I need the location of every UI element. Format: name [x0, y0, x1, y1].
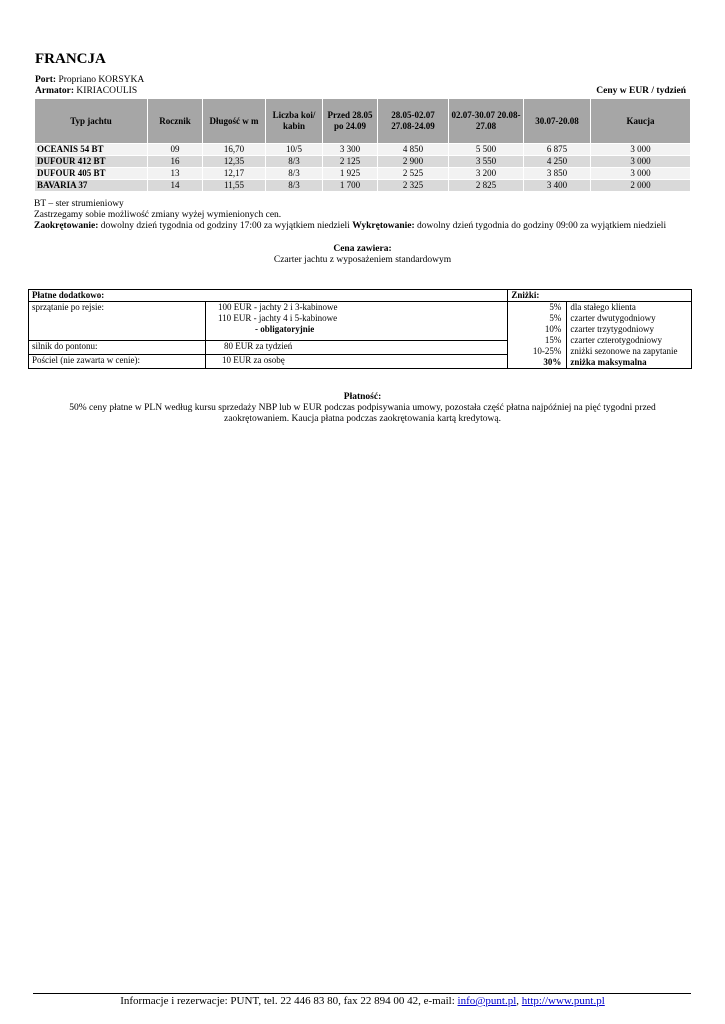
extras-table [28, 289, 692, 369]
reserve-note: Zastrzegamy sobie możliwość zmiany wyżej wymienionych cen. [34, 210, 282, 220]
includes-text: Czarter jachtu z wyposażeniem standardowym [273, 255, 452, 265]
table-cell: 3 850 [524, 168, 591, 180]
col-header: 30.07-20.08 [524, 99, 591, 144]
discount-pct: 10-25% [532, 346, 562, 356]
table-cell: 8/3 [266, 180, 323, 192]
table-cell: 2 125 [323, 156, 378, 168]
table-cell: 1 925 [323, 168, 378, 180]
table-cell: 10/5 [266, 144, 323, 156]
table-cell: 3 550 [449, 156, 524, 168]
col-header: 28.05-02.07 27.08-24.09 [378, 99, 449, 144]
discount-pct: 5% [549, 313, 562, 323]
discount-text: dla stałego klienta [570, 302, 636, 312]
payment-line: 50% ceny płatne w PLN według kursu sprzedaży NBP lub w EUR podczas podpisywania umowy, pozostała część płatna najpóźniej na pięć tygodni przed [69, 403, 656, 413]
table-cell: DUFOUR 405 BT [35, 168, 148, 180]
table-cell: 4 850 [378, 144, 449, 156]
discount-text: zniżka maksymalna [570, 357, 647, 367]
extras-value: 80 EUR za tydzień [206, 341, 508, 355]
armator-label: Armator: [35, 86, 75, 96]
footer [0, 995, 725, 1007]
includes-heading: Cena zawiera: [333, 244, 392, 254]
payment-line: zaokrętowaniem. Kaucja płatna podczas zaokrętowania kartą kredytową. [224, 414, 501, 424]
table-cell: 2 825 [449, 180, 524, 192]
table-cell: 3 200 [449, 168, 524, 180]
table-cell: 16 [148, 156, 203, 168]
discount-pct: 10% [544, 324, 562, 334]
price-table-header [35, 99, 691, 144]
table-cell: BAVARIA 37 [35, 180, 148, 192]
port-line [35, 75, 144, 86]
footer-text: Informacje i rezerwacje: PUNT, tel. 22 446 83 80, fax 22 894 00 42, e-mail: [120, 995, 458, 1007]
discount-text: czarter czterotygodniowy [570, 335, 663, 345]
table-cell: 12,17 [203, 168, 266, 180]
table-cell: 11,55 [203, 180, 266, 192]
col-header: 02.07-30.07 20.08-27.08 [449, 99, 524, 144]
col-header: Liczba koi/ kabin [266, 99, 323, 144]
discount-pct: 30% [543, 357, 562, 367]
page-title: FRANCJA [35, 51, 106, 67]
price-table [34, 98, 691, 192]
table-cell: OCEANIS 54 BT [35, 144, 148, 156]
table-row [35, 156, 691, 168]
footer-separator: , [516, 995, 522, 1007]
col-header: Przed 28.05 po 24.09 [323, 99, 378, 144]
discount-texts [567, 302, 692, 369]
table-cell: 3 300 [323, 144, 378, 156]
armator-line [35, 86, 137, 97]
table-cell: 3 000 [591, 144, 691, 156]
email-link[interactable]: info@punt.pl [457, 995, 517, 1007]
table-cell: 3 400 [524, 180, 591, 192]
bt-note: BT – ster strumieniowy [34, 199, 124, 209]
table-cell: 6 875 [524, 144, 591, 156]
table-row [35, 180, 691, 192]
discount-text: czarter trzytygodniowy [570, 324, 655, 334]
table-row [35, 144, 691, 156]
col-header: Typ jachtu [35, 99, 148, 144]
table-cell: 1 700 [323, 180, 378, 192]
extras-value-line: 110 EUR - jachty 4 i 5-kabinowe [218, 313, 338, 323]
footer-divider [33, 993, 691, 994]
website-link[interactable]: http://www.punt.pl [521, 995, 605, 1007]
prices-note: Ceny w EUR / tydzień [596, 86, 686, 96]
extras-label: silnik do pontonu: [29, 341, 206, 355]
table-cell: DUFOUR 412 BT [35, 156, 148, 168]
discount-text: czarter dwutygodniowy [570, 313, 656, 323]
extras-value-line: - obligatoryjnie [255, 324, 315, 334]
col-header: Długość w m [203, 99, 266, 144]
table-cell: 2 525 [378, 168, 449, 180]
col-header: Rocznik [148, 99, 203, 144]
embark-text: dowolny dzień tygodnia od godziny 17:00 za wyjątkiem niedzieli [100, 221, 350, 231]
table-cell: 8/3 [266, 156, 323, 168]
table-row [35, 168, 691, 180]
table-cell: 8/3 [266, 168, 323, 180]
extras-value: 10 EUR za osobę [206, 355, 508, 369]
table-cell: 2 325 [378, 180, 449, 192]
armator-value: KIRIACOULIS [76, 86, 138, 96]
extras-label: Pościel (nie zawarta w cenie): [29, 355, 206, 369]
table-cell: 4 250 [524, 156, 591, 168]
table-cell: 16,70 [203, 144, 266, 156]
table-cell: 5 500 [449, 144, 524, 156]
col-header: Kaucja [591, 99, 691, 144]
table-cell: 13 [148, 168, 203, 180]
discount-pcts [508, 302, 567, 369]
table-cell: 09 [148, 144, 203, 156]
discount-pct: 15% [544, 335, 562, 345]
disembark-label: Wykrętowanie: [352, 221, 415, 231]
table-cell: 12,35 [203, 156, 266, 168]
extras-value-line: 100 EUR - jachty 2 i 3-kabinowe [218, 302, 338, 312]
embark-label: Zaokrętowanie: [34, 221, 99, 231]
extras-value [206, 302, 508, 341]
port-label: Port: [35, 75, 57, 85]
table-cell: 3 000 [591, 156, 691, 168]
table-cell: 2 900 [378, 156, 449, 168]
port-value: Propriano KORSYKA [58, 75, 145, 85]
discount-text: zniżki sezonowe na zapytanie [570, 346, 678, 356]
disembark-text: dowolny dzień tygodnia do godziny 09:00 za wyjątkiem niedzieli [417, 221, 667, 231]
extras-heading: Płatne dodatkowo: [29, 290, 508, 302]
discount-pct: 5% [549, 302, 562, 312]
payment-heading: Płatność: [343, 392, 382, 402]
extras-label: sprzątanie po rejsie: [29, 302, 206, 341]
table-cell: 2 000 [591, 180, 691, 192]
embark-note [34, 221, 666, 232]
discounts-heading: Zniżki: [508, 290, 692, 302]
table-cell: 14 [148, 180, 203, 192]
table-cell: 3 000 [591, 168, 691, 180]
